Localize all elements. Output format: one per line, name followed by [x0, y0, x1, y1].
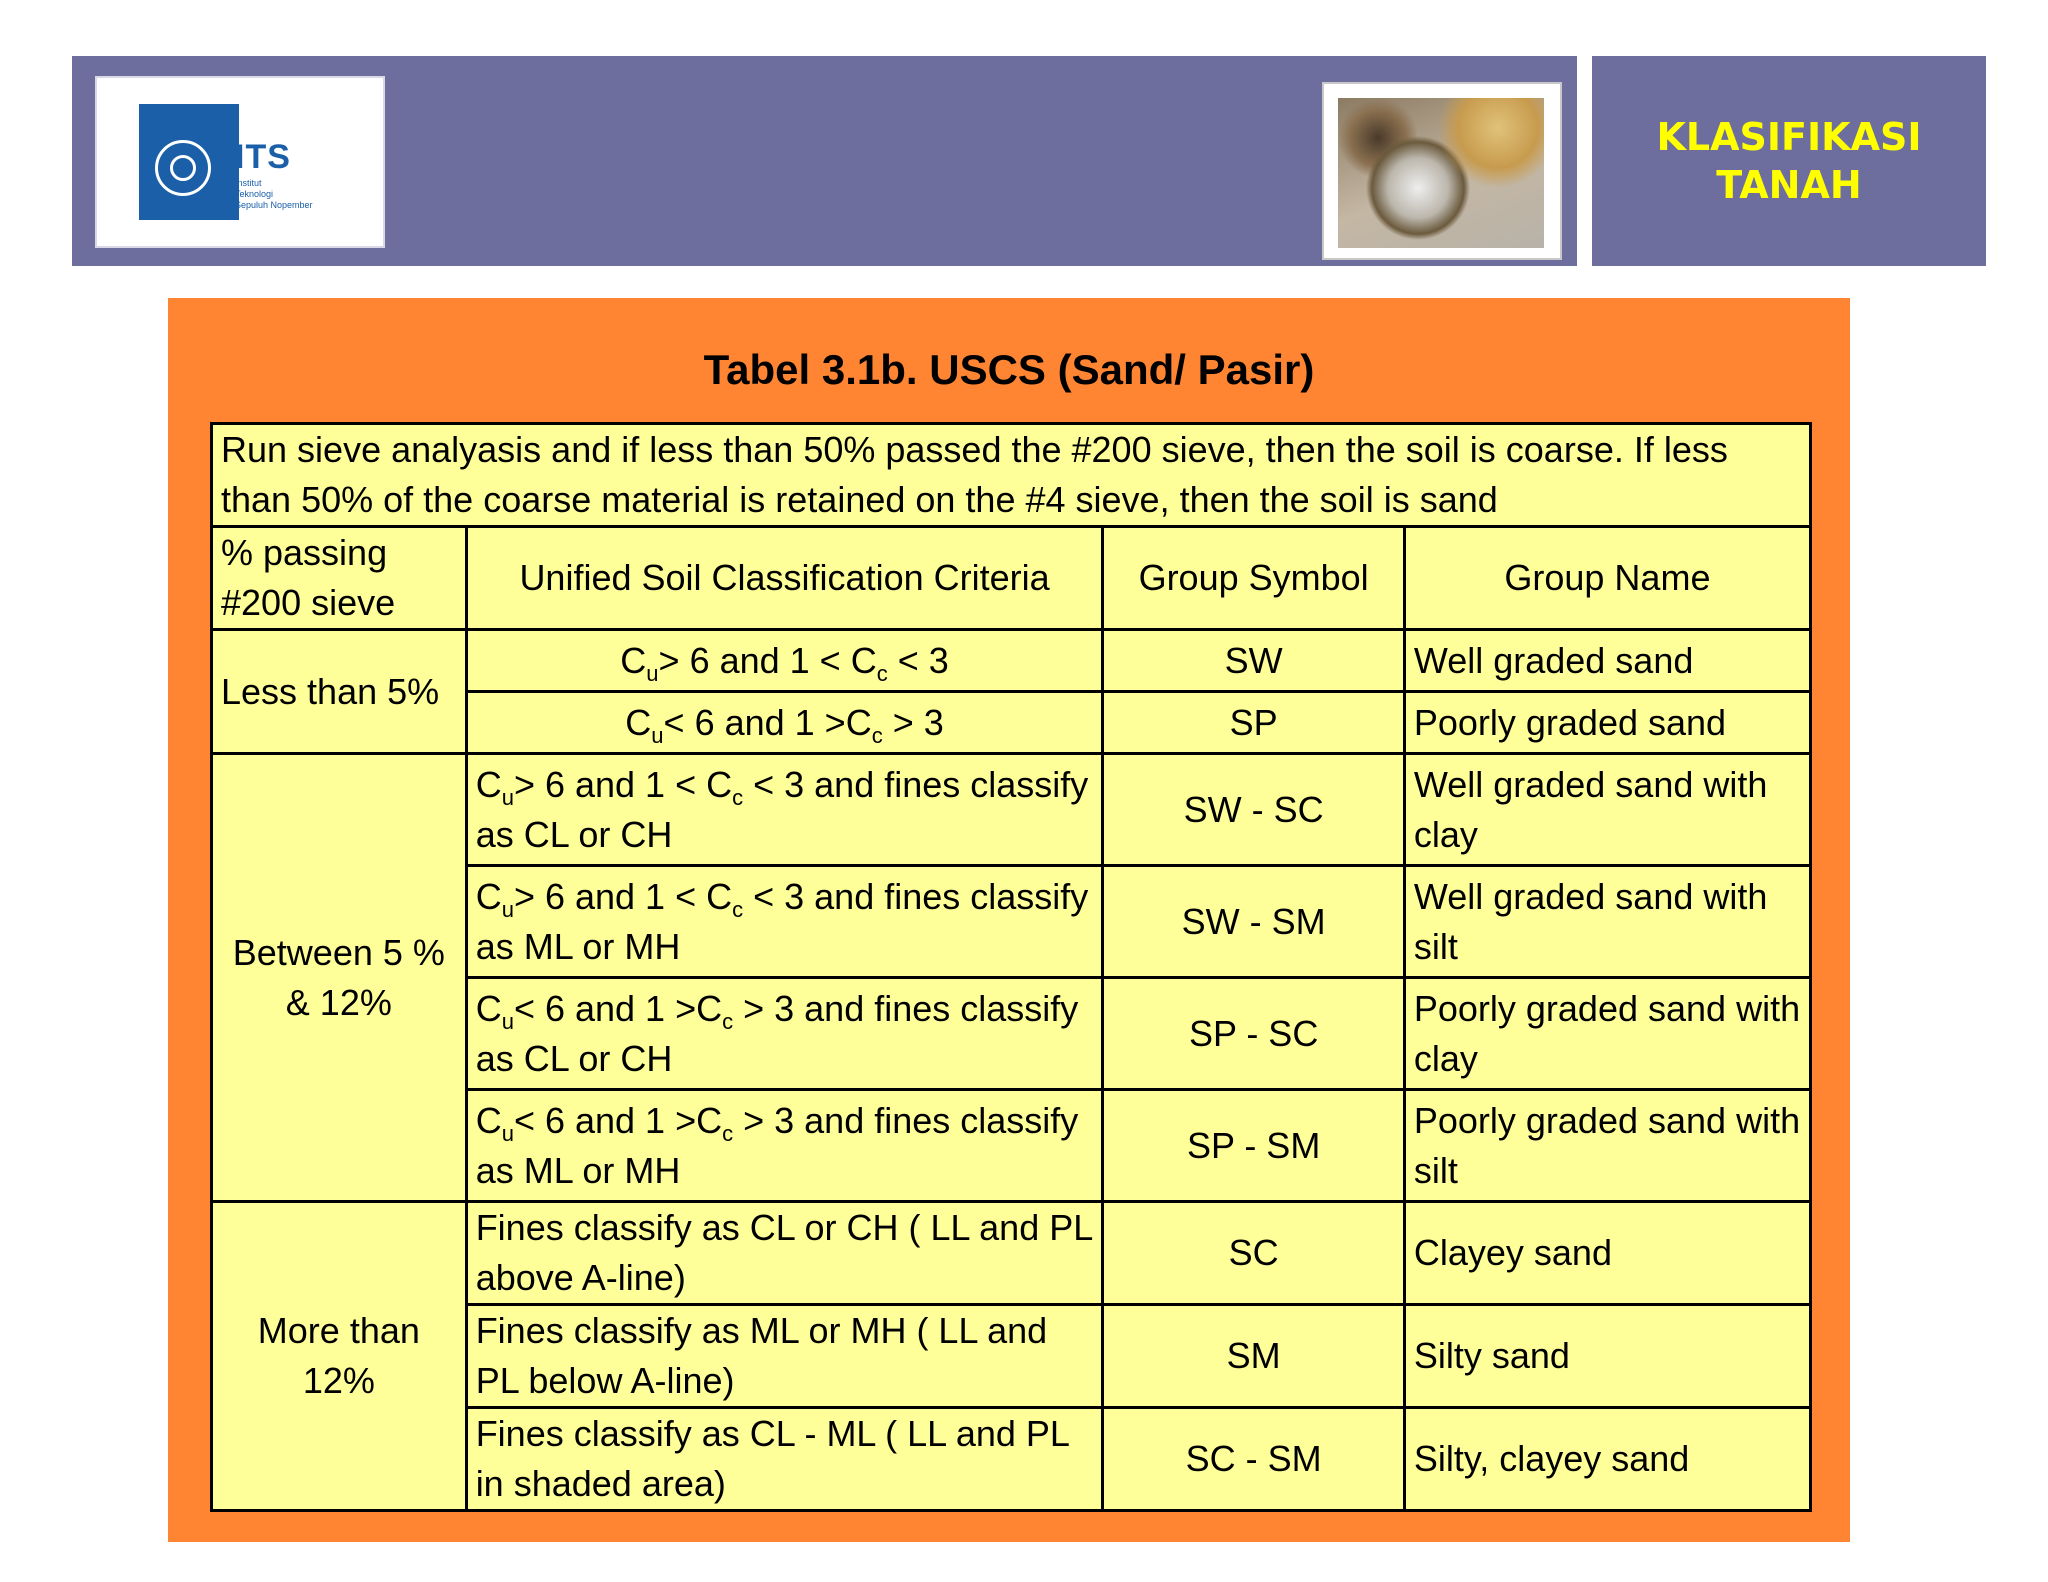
name-cell: Silty, clayey sand — [1404, 1408, 1810, 1511]
header-symbol: Group Symbol — [1103, 527, 1404, 630]
table-row — [212, 630, 1811, 692]
name-cell: Clayey sand — [1404, 1202, 1810, 1305]
name-cell: Well graded sand with silt — [1404, 866, 1810, 978]
group-between: Between 5 % & 12% — [212, 754, 467, 1202]
symbol-cell: SW - SM — [1103, 866, 1404, 978]
header-title-line1: KLASIFIKASI — [1656, 115, 1922, 159]
table-row — [212, 754, 1811, 866]
symbol-cell: SW — [1103, 630, 1404, 692]
table-row — [212, 1202, 1811, 1305]
criteria-cell: $C_u> 6$ and $1 < C_c < 3$ — [466, 630, 1103, 692]
sieve-photo — [1322, 82, 1562, 260]
criteria-cell: $C_u< 6$ and $1 >C_c > 3$ and fines classify as ML or MH — [466, 1090, 1103, 1202]
header-criteria: Unified Soil Classification Criteria — [466, 527, 1103, 630]
symbol-cell: SC - SM — [1103, 1408, 1404, 1511]
uscs-table — [210, 422, 1812, 1512]
header-passing: % passing #200 sieve — [212, 527, 467, 630]
header-title — [1656, 113, 1921, 209]
criteria-cell: $C_u> 6$ and $1 < C_c < 3$ and fines classify as CL or CH — [466, 754, 1103, 866]
header-name: Group Name — [1404, 527, 1810, 630]
symbol-cell: SP - SM — [1103, 1090, 1404, 1202]
table-intro-row — [212, 424, 1811, 527]
symbol-cell: SP — [1103, 692, 1404, 754]
name-cell: Well graded sand with clay — [1404, 754, 1810, 866]
group-more-than-12: More than 12% — [212, 1202, 467, 1511]
name-cell: Well graded sand — [1404, 630, 1810, 692]
name-cell: Poorly graded sand with clay — [1404, 978, 1810, 1090]
criteria-cell: $C_u< 6$ and $1 >C_c > 3$ and fines classify as CL or CH — [466, 978, 1103, 1090]
intro-text: Run sieve analyasis and if less than 50% passed the #200 sieve, then the soil is coarse. If less than 50% of the coarse material is retained on the #4 sieve, then the soil is sand — [212, 424, 1811, 527]
logo-emblem-icon — [155, 140, 211, 196]
name-cell: Silty sand — [1404, 1305, 1810, 1408]
header-title-box — [1592, 56, 1986, 266]
its-logo — [95, 76, 385, 248]
symbol-cell: SW - SC — [1103, 754, 1404, 866]
sieve-photo-image — [1338, 98, 1544, 248]
name-cell: Poorly graded sand with silt — [1404, 1090, 1810, 1202]
group-less-than-5: Less than 5% — [212, 630, 467, 754]
criteria-cell: Fines classify as ML or MH ( LL and PL below A-line) — [466, 1305, 1103, 1408]
criteria-cell: Fines classify as CL or CH ( LL and PL above A-line) — [466, 1202, 1103, 1305]
criteria-cell: $C_u> 6$ and $1 < C_c < 3$ and fines classify as ML or MH — [466, 866, 1103, 978]
logo-text: ITS — [235, 138, 291, 176]
criteria-cell: $C_u< 6$ and $1 >C_c > 3$ — [466, 692, 1103, 754]
table-header-row — [212, 527, 1811, 630]
header-title-line2: TANAH — [1716, 163, 1862, 207]
criteria-cell: Fines classify as CL - ML ( LL and PL in shaded area) — [466, 1408, 1103, 1511]
table-title: Tabel 3.1b. USCS (Sand/ Pasir) — [703, 346, 1315, 393]
symbol-cell: SC — [1103, 1202, 1404, 1305]
symbol-cell: SM — [1103, 1305, 1404, 1408]
logo-subtext: Institut Teknologi Sepuluh Nopember — [235, 178, 313, 210]
name-cell: Poorly graded sand — [1404, 692, 1810, 754]
symbol-cell: SP - SC — [1103, 978, 1404, 1090]
